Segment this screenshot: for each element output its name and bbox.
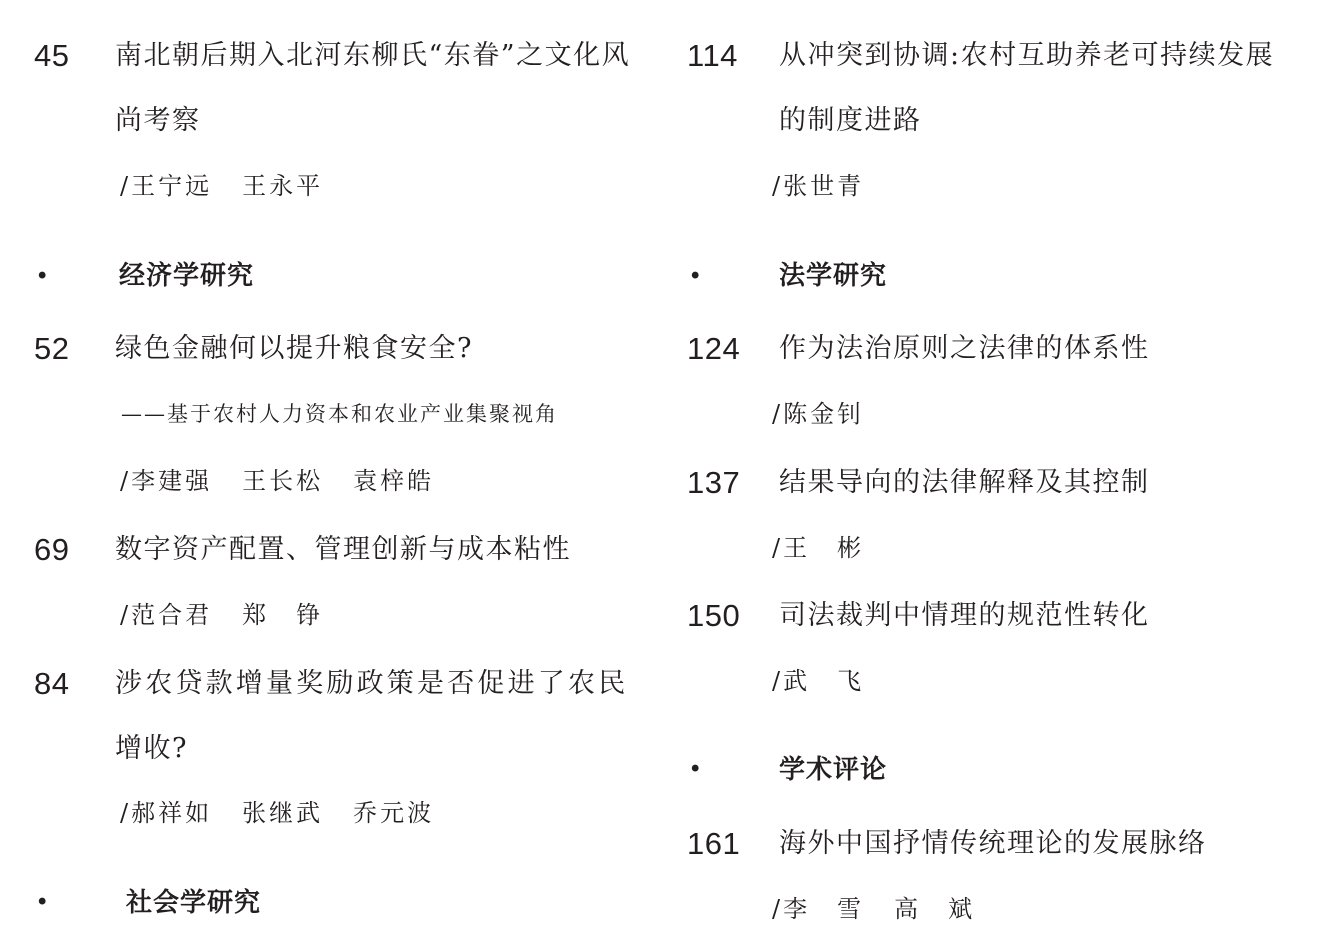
author-name: 王永平 bbox=[242, 172, 324, 200]
page-number: 45 bbox=[34, 38, 70, 73]
author-name: /陈金钊 bbox=[772, 400, 865, 428]
author-name: /李建强 bbox=[120, 467, 213, 495]
article-subtitle: ——基于农村人力资本和农业产业集聚视角 bbox=[121, 402, 558, 426]
page-number: 84 bbox=[34, 666, 70, 701]
article-title: 涉农贷款增量奖励政策是否促进了农民 bbox=[115, 668, 629, 699]
article-title: 数字资产配置、管理创新与成本粘性 bbox=[115, 534, 571, 565]
section-heading: 法学研究 bbox=[779, 261, 888, 291]
page-number: 52 bbox=[34, 331, 70, 366]
section-bullet: • bbox=[691, 755, 700, 782]
author-name: /张世青 bbox=[772, 172, 865, 200]
article-title: 从冲突到协调:农村互助养老可持续发展 bbox=[779, 40, 1275, 71]
author-name: 高 斌 bbox=[894, 895, 976, 923]
page-number: 137 bbox=[687, 465, 741, 500]
article-authors bbox=[772, 174, 864, 198]
article-title-continued: 尚考察 bbox=[115, 105, 201, 136]
page-number: 161 bbox=[687, 826, 741, 861]
author-name: 乔元波 bbox=[353, 799, 435, 827]
article-title-continued: 增收? bbox=[115, 733, 188, 764]
article-authors bbox=[120, 174, 323, 198]
page-number: 124 bbox=[687, 331, 741, 366]
author-name: /武 飞 bbox=[772, 667, 865, 695]
article-title: 海外中国抒情传统理论的发展脉络 bbox=[779, 828, 1207, 859]
article-authors bbox=[120, 469, 434, 493]
article-title-continued: 的制度进路 bbox=[779, 105, 922, 136]
article-title: 南北朝后期入北河东柳氏“东眷”之文化风 bbox=[115, 40, 631, 71]
section-heading: 经济学研究 bbox=[119, 261, 255, 291]
page-number: 114 bbox=[687, 38, 738, 73]
author-name: 袁梓皓 bbox=[353, 467, 435, 495]
author-name: /郝祥如 bbox=[120, 799, 213, 827]
author-name: /王宁远 bbox=[120, 172, 213, 200]
article-title: 作为法治原则之法律的体系性 bbox=[779, 333, 1150, 364]
article-authors bbox=[772, 402, 864, 426]
author-name: /李 雪 bbox=[772, 895, 865, 923]
page-number: 150 bbox=[687, 598, 741, 633]
article-authors bbox=[772, 669, 864, 693]
article-authors bbox=[772, 536, 864, 560]
author-name: 张继武 bbox=[242, 799, 324, 827]
article-title: 结果导向的法律解释及其控制 bbox=[779, 467, 1150, 498]
section-bullet: • bbox=[38, 888, 47, 915]
article-authors bbox=[120, 603, 323, 627]
author-name: /王 彬 bbox=[772, 534, 865, 562]
article-title: 绿色金融何以提升粮食安全? bbox=[115, 333, 473, 364]
author-name: /范合君 bbox=[120, 601, 213, 629]
section-bullet: • bbox=[38, 262, 47, 289]
page-number: 69 bbox=[34, 532, 70, 567]
section-heading: 学术评论 bbox=[779, 755, 888, 785]
article-authors bbox=[120, 801, 434, 825]
author-name: 郑 铮 bbox=[242, 601, 324, 629]
author-name: 王长松 bbox=[242, 467, 324, 495]
article-authors bbox=[772, 897, 975, 921]
section-heading: 社会学研究 bbox=[126, 888, 262, 918]
section-bullet: • bbox=[691, 262, 700, 289]
article-title: 司法裁判中情理的规范性转化 bbox=[779, 600, 1150, 631]
